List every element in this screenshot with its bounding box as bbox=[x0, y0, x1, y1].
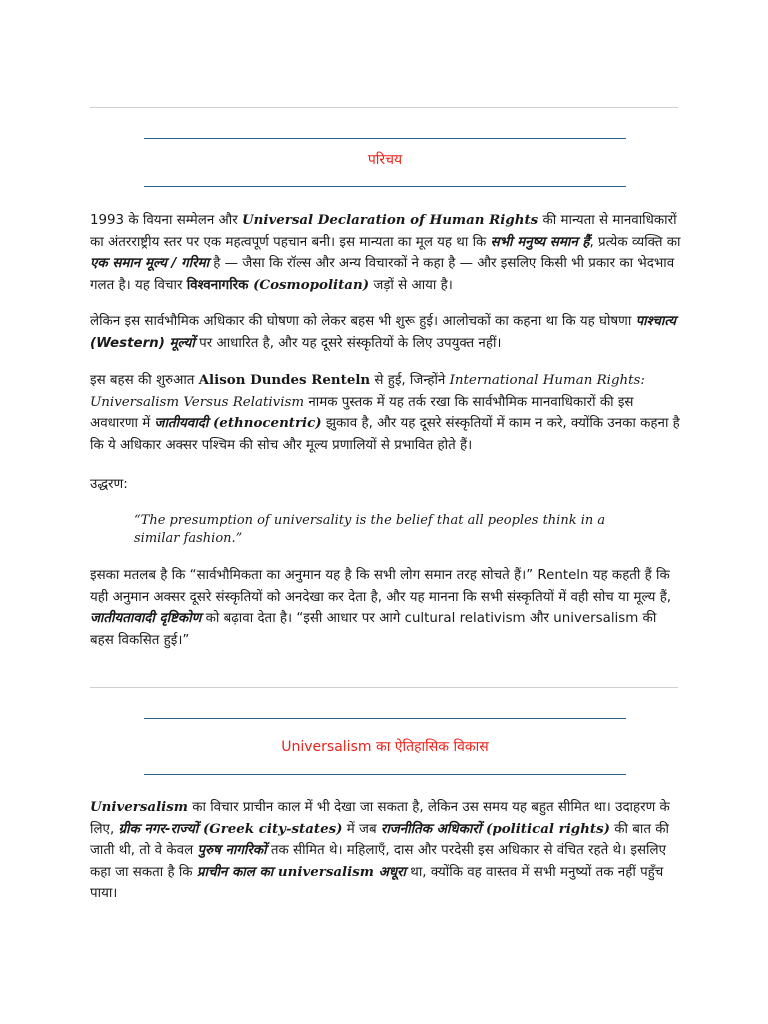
paragraph-intro-1: 1993 के वियना सम्मेलन और Universal Declaration of Human Rights की मान्यता से मानवाधिकारों का अंतरराष्ट्रीय स्तर पर एक महत्वपूर्ण पहचान बनी। इस मान्यता का मूल यह था कि सभी मनुष्य समान हैं, प्रत्येक व्यक्ति का एक समान मूल्य / गरिमा है — जैसा कि रॉल्स और अन्य विचारकों ने कहा है — और इसलिए किसी भी प्रकार का भेदभाव गलत है। यह विचार विश्वनागरिक (Cosmopolitan) जड़ों से आया है। bbox=[90, 212, 681, 293]
section-heading-intro: परिचय bbox=[367, 152, 403, 168]
heading-rule-bottom bbox=[144, 186, 626, 187]
paragraph-intro-3: इस बहस की शुरुआत Alison Dundes Renteln से हुई, जिन्होंने International Human Rights: Universalism Versus Relativism नामक पुस्तक में यह तर्क रखा कि सार्वभौमिक मानवाधिकारों की इस अवधारणा में जातीयवादी (ethnocentric) झुकाव है, और यह दूसरे संस्कृतियों में काम न करे, क्योंकि उनका कहना है कि ये अधिकार अक्सर पश्चिम की सोच और मूल्य प्रणालियों से प्रभावित होते हैं। bbox=[90, 372, 680, 453]
paragraph-history-1: Universalism का विचार प्राचीन काल में भी देखा जा सकता है, लेकिन उस समय यह बहुत सीमित था। उदाहरण के लिए, ग्रीक नगर-राज्यों (Greek city-states) में जब राजनीतिक अधिकारों (political rights) की बात की जाती थी, तो वे केवल पुरुष नागरिकों तक सीमित थे। महिलाएँ, दास और परदेसी इस अधिकार से वंचित रहते थे। इसलिए कहा जा सकता है कि प्राचीन काल का universalism अधूरा था, क्योंकि वह वास्तव में सभी मनुष्यों तक नहीं पहुँच पाया। bbox=[90, 799, 670, 901]
block-quote: “The presumption of universality is the belief that all peoples think in a similar fashion.” bbox=[134, 513, 606, 546]
section-heading-history: Universalism का ऐतिहासिक विकास bbox=[281, 739, 489, 755]
heading-rule-top bbox=[144, 138, 626, 139]
section-divider bbox=[90, 687, 678, 688]
heading-rule-top-2 bbox=[144, 718, 626, 719]
page-divider bbox=[90, 107, 678, 108]
paragraph-intro-2: लेकिन इस सार्वभौमिक अधिकार की घोषणा को लेकर बहस भी शुरू हुई। आलोचकों का कहना था कि यह घोषणा पाश्चात्य (Western) मूल्यों पर आधारित है, और यह दूसरे संस्कृतियों के लिए उपयुक्त नहीं। bbox=[90, 314, 676, 351]
quote-label: उद्धरण: bbox=[90, 477, 128, 492]
paragraph-intro-4: इसका मतलब है कि “सार्वभौमिकता का अनुमान यह है कि सभी लोग समान तरह सोचते हैं।” Renteln यह कहती हैं कि यही अनुमान अक्सर दूसरे संस्कृतियों को अनदेखा कर देता है, और यह मानना कि सभी संस्कृतियों में वही सोच या मूल्य हैं, जातीयतावादी दृष्टिकोण को बढ़ावा देता है। “इसी आधार पर आगे cultural relativism और universalism की बहस विकसित हुई।” bbox=[90, 568, 672, 648]
heading-rule-bottom-2 bbox=[144, 774, 626, 775]
